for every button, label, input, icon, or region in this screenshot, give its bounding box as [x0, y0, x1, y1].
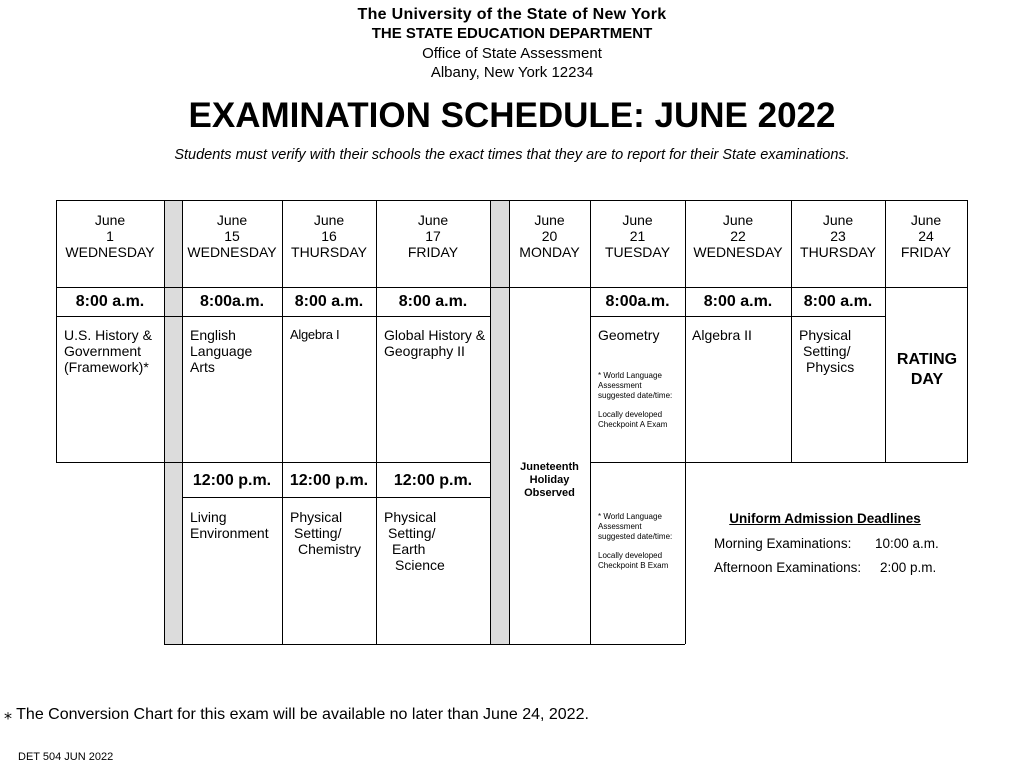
page-subtitle: Students must verify with their schools the exact times that they are to report for their State examinations. [174, 147, 850, 163]
day-header-june-20: June 20 MONDAY [519, 212, 580, 260]
day-header-june-1: June 1 WEDNESDAY [65, 212, 155, 260]
rating-day: RATING DAY [896, 351, 958, 388]
grid-line [182, 497, 491, 498]
department-name: THE STATE EDUCATION DEPARTMENT [371, 25, 653, 42]
afternoon-time-june-15: 12:00 p.m. [192, 472, 272, 489]
afternoon-time-june-16: 12:00 p.m. [289, 472, 369, 489]
exam-algebra-1: Algebra I [290, 327, 340, 342]
grid-line [164, 200, 165, 644]
exam-global-history: Global History & Geography II [384, 327, 486, 359]
note-world-language-a: * World Language Assessment suggested date/time: Locally developed Checkpoint A Exam [598, 371, 673, 429]
exam-algebra-2: Algebra II [692, 327, 752, 343]
afternoon-time-june-17: 12:00 p.m. [393, 472, 473, 489]
grid-line [56, 200, 968, 201]
exam-earth-science: Physical Setting/ Earth Science [384, 509, 445, 573]
grid-line [590, 316, 886, 317]
grid-line [509, 200, 510, 644]
separator-column [491, 200, 509, 645]
grid-line [182, 200, 183, 644]
morning-time-june-22: 8:00 a.m. [703, 293, 773, 310]
day-header-june-24: June 24 FRIDAY [900, 212, 952, 260]
day-header-june-15: June 15 WEDNESDAY [187, 212, 277, 260]
footnote: ⁎ The Conversion Chart for this exam will be available no later than June 24, 2022. [4, 706, 589, 723]
grid-line [590, 462, 968, 463]
day-header-june-16: June 16 THURSDAY [291, 212, 367, 260]
university-name: The University of the State of New York [357, 6, 667, 23]
deadline-morning-label: Morning Examinations: [714, 536, 852, 551]
morning-time-june-16: 8:00 a.m. [294, 293, 364, 310]
deadline-afternoon-time: 2:00 p.m. [880, 560, 937, 575]
day-header-june-23: June 23 THURSDAY [800, 212, 876, 260]
exam-english: English Language Arts [190, 327, 253, 375]
page-title: EXAMINATION SCHEDULE: JUNE 2022 [188, 96, 836, 135]
grid-line [685, 200, 686, 644]
grid-line [56, 462, 491, 463]
grid-line [56, 287, 968, 288]
exam-us-history: U.S. History & Government (Framework)* [64, 327, 152, 375]
form-code: DET 504 JUN 2022 [18, 751, 114, 763]
grid-line [967, 200, 968, 462]
grid-line [376, 200, 377, 644]
grid-line [164, 644, 685, 645]
exam-chemistry: Physical Setting/ Chemistry [290, 509, 362, 557]
day-header-june-22: June 22 WEDNESDAY [693, 212, 783, 260]
morning-time-june-23: 8:00 a.m. [803, 293, 873, 310]
day-header-june-21: June 21 TUESDAY [604, 212, 671, 260]
grid-line [490, 200, 491, 644]
grid-line [590, 200, 591, 644]
deadline-afternoon-label: Afternoon Examinations: [714, 560, 862, 575]
grid-line [282, 200, 283, 644]
morning-time-june-21: 8:00a.m. [605, 293, 670, 310]
exam-physics: Physical Setting/ Physics [799, 327, 855, 375]
exam-geometry: Geometry [598, 327, 660, 343]
grid-line [56, 316, 491, 317]
juneteenth-holiday: Juneteenth Holiday Observed [520, 461, 579, 499]
deadlines-title: Uniform Admission Deadlines [729, 511, 921, 526]
office-name: Office of State Assessment [422, 45, 602, 62]
office-address: Albany, New York 12234 [430, 64, 594, 81]
note-world-language-b: * World Language Assessment suggested date/time: Locally developed Checkpoint B Exam [598, 512, 673, 570]
morning-time-june-15: 8:00a.m. [199, 293, 265, 310]
separator-column [164, 200, 182, 645]
morning-time-june-17: 8:00 a.m. [398, 293, 468, 310]
deadline-morning-time: 10:00 a.m. [875, 536, 939, 551]
exam-living-environment: Living Environment [190, 509, 269, 541]
day-header-june-17: June 17 FRIDAY [407, 212, 459, 260]
morning-time-june-1: 8:00 a.m. [75, 293, 145, 310]
